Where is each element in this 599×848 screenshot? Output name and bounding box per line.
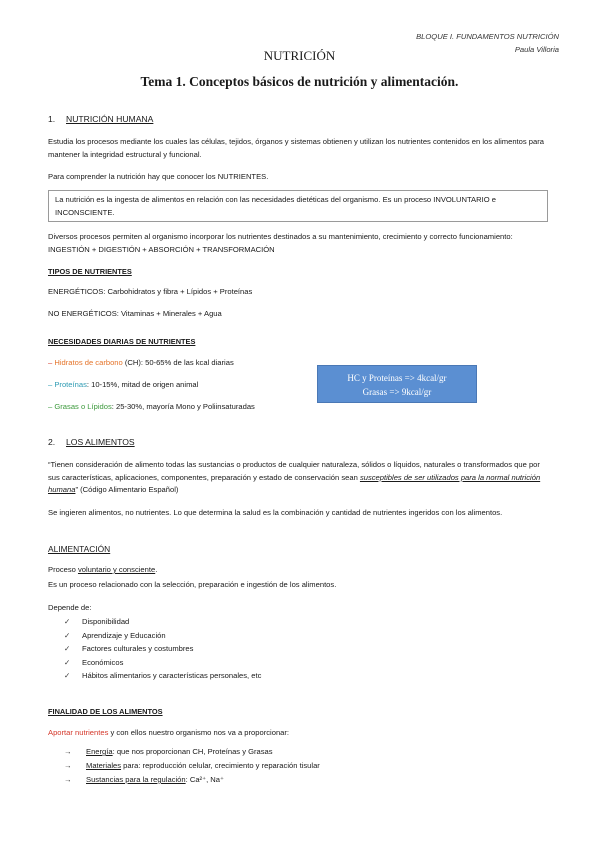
energy-line-grasas: Grasas => 9kcal/gr [362, 387, 432, 397]
dash-mark: – [48, 380, 53, 389]
paragraph-nutrients: Para comprender la nutrición hay que conocer los NUTRIENTES. [48, 172, 269, 181]
quote-paragraph [48, 459, 548, 497]
section-title: LOS ALIMENTOS [66, 437, 135, 447]
finalidad-intro [48, 727, 548, 740]
alimentacion-line2: Es un proceso relacionado con la selección, preparación e ingestión de los alimentos. [48, 580, 337, 589]
list-item [64, 642, 564, 656]
finalidad-term: Energía [86, 747, 113, 756]
check-mark-icon: ✓ [64, 671, 71, 681]
right-arrow-icon: → [64, 775, 72, 784]
quote-source: ” (Código Alimentario Español) [75, 485, 179, 494]
section-number: 2. [48, 437, 56, 447]
finalidad-intro-rest: y con ellos nuestro organismo nos va a proporcionar: [108, 728, 290, 737]
necesidad-name: Hidratos de carbono [54, 358, 123, 367]
right-arrow-icon: → [64, 761, 72, 770]
necesidad-proteinas [48, 379, 308, 392]
finalidad-detail: : Ca²⁺, Na⁺ [185, 775, 225, 784]
paragraph-processes: Diversos procesos permiten al organismo incorporar los nutrientes destinados a su mantenimiento, crecimiento y correcto funcionamiento: INGESTIÓN + DIGESTIÓN + ABSORCIÓN + TRANSFORMACIÓN [48, 232, 513, 254]
list-item [64, 656, 564, 670]
finalidad-intro-highlight: Aportar nutrientes [48, 728, 109, 737]
header-author: Paula Villoria [514, 45, 559, 54]
no-energeticos-line: NO ENERGÉTICOS: Vitaminas + Minerales + Agua [48, 309, 222, 318]
page-subtitle: Tema 1. Conceptos básicos de nutrición y alimentación. [140, 74, 459, 89]
check-mark-icon: ✓ [64, 617, 71, 626]
section-heading-1 [48, 114, 153, 124]
finalidad-detail: para: reproducción celular, crecimiento y reparación tisular [121, 761, 320, 770]
necesidad-detail: : 10-15%, mitad de origen animal [86, 380, 199, 389]
header-block: BLOQUE I. FUNDAMENTOS NUTRICIÓN [416, 32, 559, 41]
necesidad-name: Grasas o Lípidos [54, 402, 112, 411]
necesidad-grasas [48, 401, 308, 414]
section-title: NUTRICIÓN HUMANA [66, 114, 154, 124]
necesidad-detail: (CH): 50-65% de las kcal diarias [122, 358, 234, 367]
dash-mark: – [48, 402, 53, 411]
factors-list [64, 615, 564, 683]
finalidad-detail: : que nos proporcionan CH, Proteínas y Grasas [112, 747, 273, 756]
energy-values-box [317, 365, 477, 403]
finalidad-item-energia [64, 746, 564, 759]
finalidad-item-materiales [64, 760, 564, 773]
paragraph-definition: Estudia los procesos mediante los cuales las células, tejidos, órganos y sistemas obtienen y utilizan los nutrientes contenidos en los alimentos para mantener la integridad estructural y funcional. [48, 137, 544, 159]
section-heading-2 [48, 437, 135, 447]
paragraph-ingesta: Se ingieren alimentos, no nutrientes. Lo que determina la salud es la combinación y cantidad de nutrientes ingeridos con los alimentos. [48, 508, 503, 517]
necesidad-name: Proteínas [54, 380, 87, 389]
list-item [64, 615, 564, 629]
list-item [64, 629, 564, 643]
finalidad-item-regulacion [64, 774, 564, 787]
factor-text: Económicos [82, 657, 124, 667]
energeticos-line: ENERGÉTICOS: Carbohidratos y fibra + Lípidos + Proteínas [48, 287, 253, 296]
finalidad-term: Materiales [86, 761, 122, 770]
definition-box [48, 190, 548, 222]
check-mark-icon: ✓ [64, 630, 71, 640]
necesidad-hc [48, 357, 308, 370]
necesidades-heading: NECESIDADES DIARIAS DE NUTRIENTES [48, 337, 196, 346]
factor-text: Factores culturales y costumbres [82, 644, 194, 654]
finalidad-heading: FINALIDAD DE LOS ALIMENTOS [48, 707, 163, 716]
factor-text: Disponibilidad [82, 617, 130, 626]
factor-text: Hábitos alimentarios y características personales, etc [82, 671, 262, 681]
check-mark-icon: ✓ [64, 644, 71, 654]
quote-underlined: susceptibles de ser utilizados para la normal nutrición humana [48, 472, 541, 494]
finalidad-term: Sustancias para la regulación [86, 775, 186, 784]
list-item [64, 669, 564, 683]
page-title: NUTRICIÓN [263, 48, 336, 63]
tipos-heading: TIPOS DE NUTRIENTES [48, 267, 132, 276]
right-arrow-icon: → [64, 747, 72, 756]
alimentacion-underlined: voluntario y consciente [77, 565, 156, 574]
depende-label: Depende de: [48, 603, 92, 612]
alimentacion-heading: ALIMENTACIÓN [48, 544, 111, 554]
section-number: 1. [48, 114, 56, 124]
check-mark-icon: ✓ [64, 657, 71, 667]
dash-mark: – [48, 358, 53, 367]
necesidad-detail: : 25-30%, mayoría Mono y Poliinsaturadas [111, 402, 255, 411]
alimentacion-pre: Proceso [48, 565, 78, 574]
alimentacion-post: . [155, 565, 158, 574]
quote-text: “Tienen consideración de alimento todas las sustancias o productos de cualquier naturaleza, sólidos o líquidos, naturales o transformados que por sus características, aplicaciones, componentes, preparación y estado de conservación sean [48, 460, 540, 482]
definition-box-text: La nutrición es la ingesta de alimentos en relación con las necesidades dietéticas del organismo. Es un proceso INVOLUNTARIO e INCONSCIENTE. [55, 195, 496, 217]
alimentacion-line1 [48, 564, 548, 577]
energy-line-hc: HC y Proteínas => 4kcal/gr [347, 373, 447, 383]
factor-text: Aprendizaje y Educación [82, 630, 166, 640]
